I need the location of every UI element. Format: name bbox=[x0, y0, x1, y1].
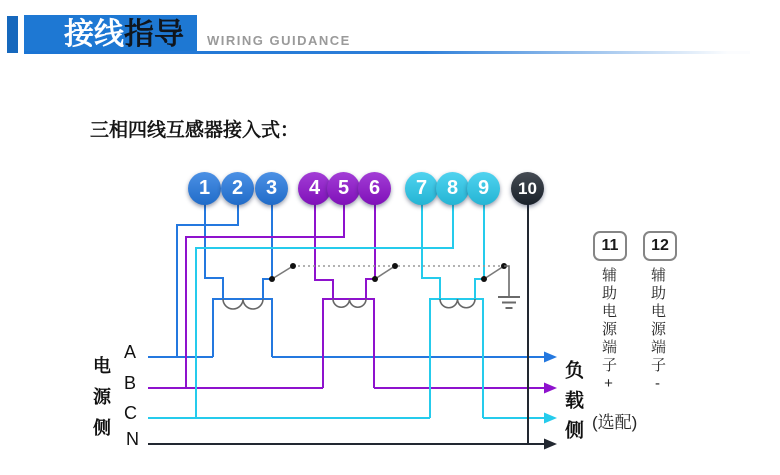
source-side-label: 电源侧 bbox=[91, 356, 111, 449]
arrow-phase-b bbox=[544, 383, 557, 394]
junction-dot bbox=[392, 263, 398, 269]
ct-coils bbox=[223, 299, 475, 309]
ct-coil-c bbox=[440, 299, 475, 308]
arrow-phase-a bbox=[544, 352, 557, 363]
earth-symbol bbox=[498, 297, 520, 308]
phase-label-b: B bbox=[124, 373, 137, 393]
terminal-10: 10 bbox=[511, 172, 544, 205]
arrow-phase-c bbox=[544, 413, 557, 424]
earth-lead bbox=[504, 266, 509, 296]
terminal-1: 1 bbox=[188, 172, 221, 205]
blade-b bbox=[375, 266, 395, 279]
terminal-8: 8 bbox=[436, 172, 469, 205]
terminal-2: 2 bbox=[221, 172, 254, 205]
junction-dot bbox=[290, 263, 296, 269]
ct-box-b bbox=[323, 299, 374, 388]
neutral-wiring bbox=[148, 202, 557, 450]
ct-coil-b bbox=[333, 299, 366, 307]
phase-label-a: A bbox=[124, 342, 137, 362]
junction-dot bbox=[481, 276, 487, 282]
ct-box-a bbox=[213, 299, 272, 357]
phase-label-c: C bbox=[124, 403, 137, 423]
header-title-zh-dark: 指导 bbox=[124, 18, 184, 51]
header-subtitle-en: WIRING GUIDANCE bbox=[207, 33, 351, 48]
ct-coil-a bbox=[223, 299, 263, 309]
terminal-11: 11 bbox=[593, 231, 627, 261]
header-title-zh-white: 接线 bbox=[64, 18, 124, 51]
arrow-neutral bbox=[544, 439, 557, 450]
phase-c-wiring bbox=[148, 202, 557, 424]
ct-box-c bbox=[430, 299, 483, 418]
aux-caption-plus: 辅助电源端子+ bbox=[600, 267, 617, 395]
phase-label-n: N bbox=[126, 429, 139, 449]
blade-c bbox=[484, 266, 504, 279]
terminal-3: 3 bbox=[255, 172, 288, 205]
load-side-label: 负载侧 bbox=[562, 360, 583, 450]
junction-dot bbox=[372, 276, 378, 282]
terminal-9: 9 bbox=[467, 172, 500, 205]
aux-caption-minus: 辅助电源端子- bbox=[649, 267, 666, 395]
terminal-6: 6 bbox=[358, 172, 391, 205]
terminal-4: 4 bbox=[298, 172, 331, 205]
blade-a bbox=[272, 266, 293, 279]
terminal-7: 7 bbox=[405, 172, 438, 205]
terminal-5: 5 bbox=[327, 172, 360, 205]
junction-dot bbox=[269, 276, 275, 282]
phase-a-wiring bbox=[148, 202, 557, 363]
phase-b-wiring bbox=[148, 202, 557, 394]
terminal-12: 12 bbox=[643, 231, 677, 261]
aux-optional-note: (选配) bbox=[592, 413, 638, 432]
section-title: 三相四线互感器接入式： bbox=[90, 120, 300, 141]
